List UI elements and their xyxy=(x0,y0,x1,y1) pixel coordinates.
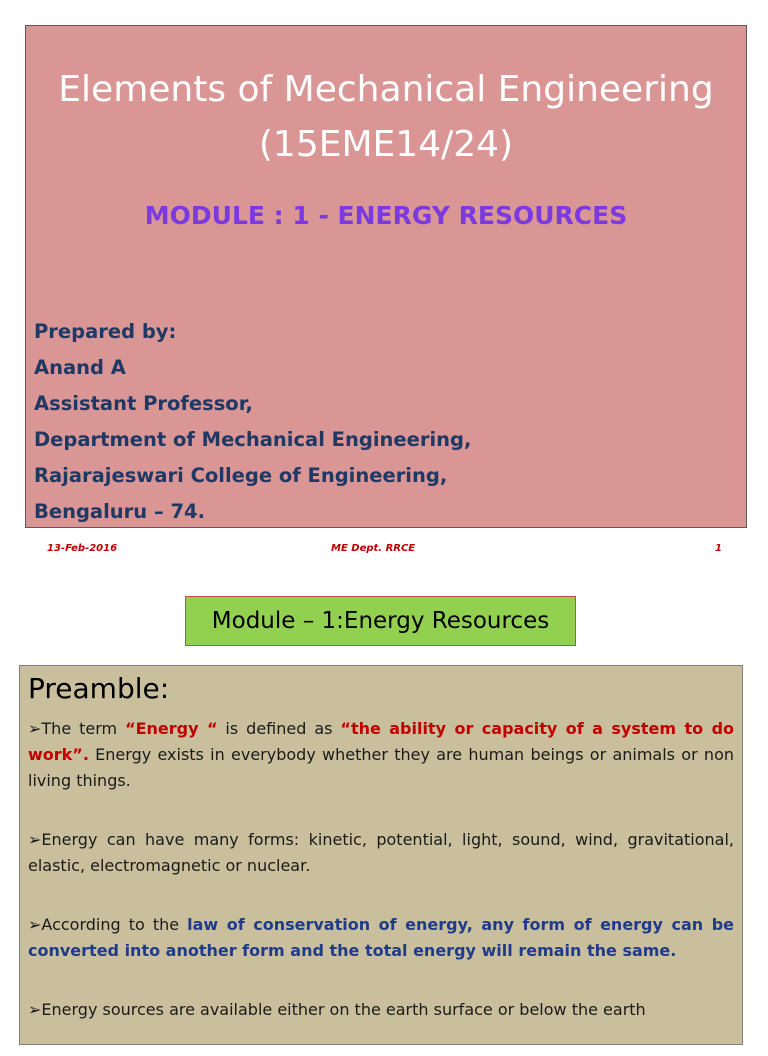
bullet-text: Energy can have many forms: kinetic, potential, light, sound, wind, gravitational, elastic, electromagnetic or nuclear. xyxy=(28,830,734,875)
author-designation: Assistant Professor, xyxy=(34,392,253,415)
title-slide xyxy=(25,25,747,528)
title-line-1: Elements of Mechanical Engineering xyxy=(58,69,714,110)
bullet-list xyxy=(28,716,734,1056)
bullet-text: Energy sources are available either on the earth surface or below the earth xyxy=(41,1000,646,1019)
preamble-title: Preamble: xyxy=(28,672,170,705)
footer-dept: ME Dept. RRCE xyxy=(331,543,416,554)
slide-title xyxy=(26,62,746,172)
bullet-energy-forms xyxy=(28,827,734,879)
author-college: Rajarajeswari College of Engineering, xyxy=(34,464,448,487)
footer-page-number: 1 xyxy=(715,543,722,554)
prepared-by-block xyxy=(34,314,471,530)
footer-date: 13-Feb-2016 xyxy=(47,543,118,554)
bullet-text: The term xyxy=(41,719,126,738)
energy-definition: “the ability or capacity of a system to do work”. xyxy=(28,719,735,764)
prepared-by-label: Prepared by: xyxy=(34,320,177,343)
arrow-bullet-icon: ➢ xyxy=(28,915,42,934)
author-name: Anand A xyxy=(34,356,126,379)
energy-term: “Energy “ xyxy=(125,719,218,738)
bullet-energy-definition xyxy=(28,716,734,794)
bullet-text: According to the xyxy=(41,915,188,934)
bullet-text: is defined as xyxy=(217,719,341,738)
preamble-box xyxy=(19,665,743,1045)
module-heading: MODULE : 1 - ENERGY RESOURCES xyxy=(144,201,628,230)
bullet-conservation xyxy=(28,912,734,964)
author-city: Bengaluru – 74. xyxy=(34,500,206,523)
arrow-bullet-icon: ➢ xyxy=(28,830,42,849)
module-banner: Module – 1:Energy Resources xyxy=(185,596,576,646)
bullet-energy-sources xyxy=(28,997,734,1023)
conservation-law: law of conservation of energy, any form of energy can be converted into another form and the total energy will remain the same. xyxy=(28,915,734,960)
title-line-2: (15EME14/24) xyxy=(258,124,514,165)
arrow-bullet-icon: ➢ xyxy=(28,1000,42,1019)
author-department: Department of Mechanical Engineering, xyxy=(34,428,472,451)
bullet-text: Energy exists in everybody whether they are human beings or animals or non living things. xyxy=(28,745,734,790)
arrow-bullet-icon: ➢ xyxy=(28,719,42,738)
